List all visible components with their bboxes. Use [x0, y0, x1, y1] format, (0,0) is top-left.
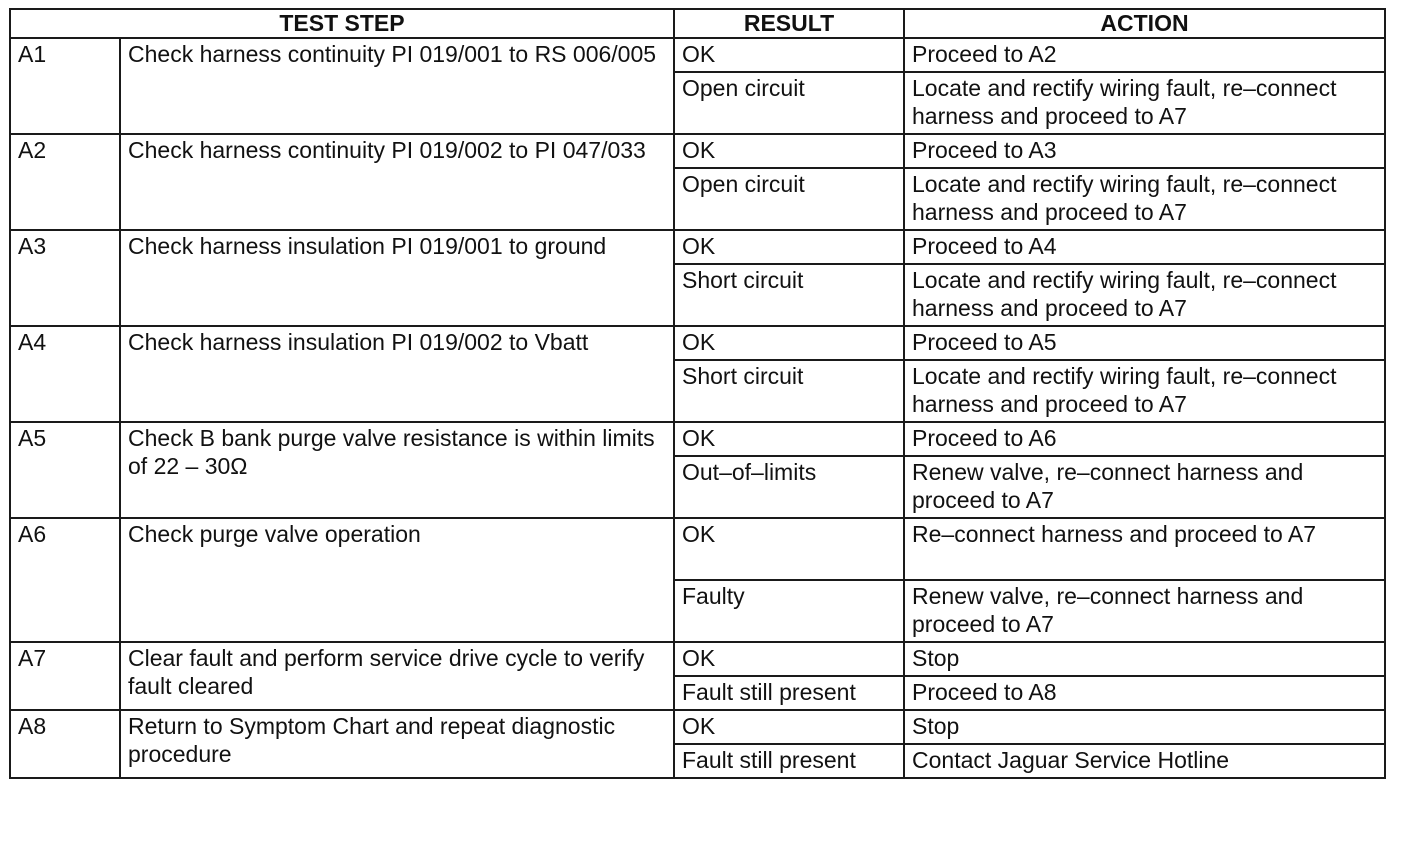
action-cell: Renew valve, re–connect harness and proceed to A7 — [904, 456, 1385, 518]
table-row — [10, 422, 1385, 456]
result-cell: OK — [674, 230, 904, 264]
table-row — [10, 326, 1385, 360]
step-description: Check purge valve operation — [120, 518, 674, 642]
step-id: A3 — [10, 230, 120, 326]
action-cell: Proceed to A5 — [904, 326, 1385, 360]
result-cell: Open circuit — [674, 72, 904, 134]
table-row — [10, 642, 1385, 676]
result-cell: OK — [674, 710, 904, 744]
step-id: A2 — [10, 134, 120, 230]
table-row — [10, 518, 1385, 580]
step-id: A8 — [10, 710, 120, 778]
header-test-step: TEST STEP — [10, 9, 674, 38]
action-cell: Proceed to A6 — [904, 422, 1385, 456]
result-cell: OK — [674, 422, 904, 456]
step-description: Check harness insulation PI 019/002 to Vbatt — [120, 326, 674, 422]
result-cell: Open circuit — [674, 168, 904, 230]
table-row — [10, 710, 1385, 744]
step-description: Check harness insulation PI 019/001 to ground — [120, 230, 674, 326]
step-description: Check B bank purge valve resistance is within limits of 22 – 30Ω — [120, 422, 674, 518]
step-id: A5 — [10, 422, 120, 518]
action-cell: Proceed to A3 — [904, 134, 1385, 168]
result-cell: OK — [674, 518, 904, 580]
table-row — [10, 134, 1385, 168]
action-cell: Locate and rectify wiring fault, re–connect harness and proceed to A7 — [904, 264, 1385, 326]
result-cell: Short circuit — [674, 360, 904, 422]
step-description: Check harness continuity PI 019/001 to RS 006/005 — [120, 38, 674, 134]
table-row — [10, 230, 1385, 264]
result-cell: Fault still present — [674, 676, 904, 710]
step-description: Check harness continuity PI 019/002 to PI 047/033 — [120, 134, 674, 230]
result-cell: OK — [674, 134, 904, 168]
action-cell: Re–connect harness and proceed to A7 — [904, 518, 1385, 580]
action-cell: Locate and rectify wiring fault, re–connect harness and proceed to A7 — [904, 168, 1385, 230]
table-row — [10, 38, 1385, 72]
action-cell: Proceed to A2 — [904, 38, 1385, 72]
action-cell: Renew valve, re–connect harness and proceed to A7 — [904, 580, 1385, 642]
step-id: A6 — [10, 518, 120, 642]
result-cell: Out–of–limits — [674, 456, 904, 518]
result-cell: OK — [674, 38, 904, 72]
action-cell: Locate and rectify wiring fault, re–connect harness and proceed to A7 — [904, 72, 1385, 134]
step-id: A1 — [10, 38, 120, 134]
action-cell: Proceed to A8 — [904, 676, 1385, 710]
header-action: ACTION — [904, 9, 1385, 38]
step-description: Return to Symptom Chart and repeat diagnostic procedure — [120, 710, 674, 778]
step-id: A4 — [10, 326, 120, 422]
result-cell: Short circuit — [674, 264, 904, 326]
action-cell: Proceed to A4 — [904, 230, 1385, 264]
result-cell: Faulty — [674, 580, 904, 642]
diagnostic-table — [9, 8, 1386, 779]
action-cell: Stop — [904, 642, 1385, 676]
action-cell: Contact Jaguar Service Hotline — [904, 744, 1385, 778]
action-cell: Stop — [904, 710, 1385, 744]
result-cell: OK — [674, 326, 904, 360]
action-cell: Locate and rectify wiring fault, re–connect harness and proceed to A7 — [904, 360, 1385, 422]
result-cell: Fault still present — [674, 744, 904, 778]
header-row — [10, 9, 1385, 38]
result-cell: OK — [674, 642, 904, 676]
step-id: A7 — [10, 642, 120, 710]
header-result: RESULT — [674, 9, 904, 38]
step-description: Clear fault and perform service drive cycle to verify fault cleared — [120, 642, 674, 710]
